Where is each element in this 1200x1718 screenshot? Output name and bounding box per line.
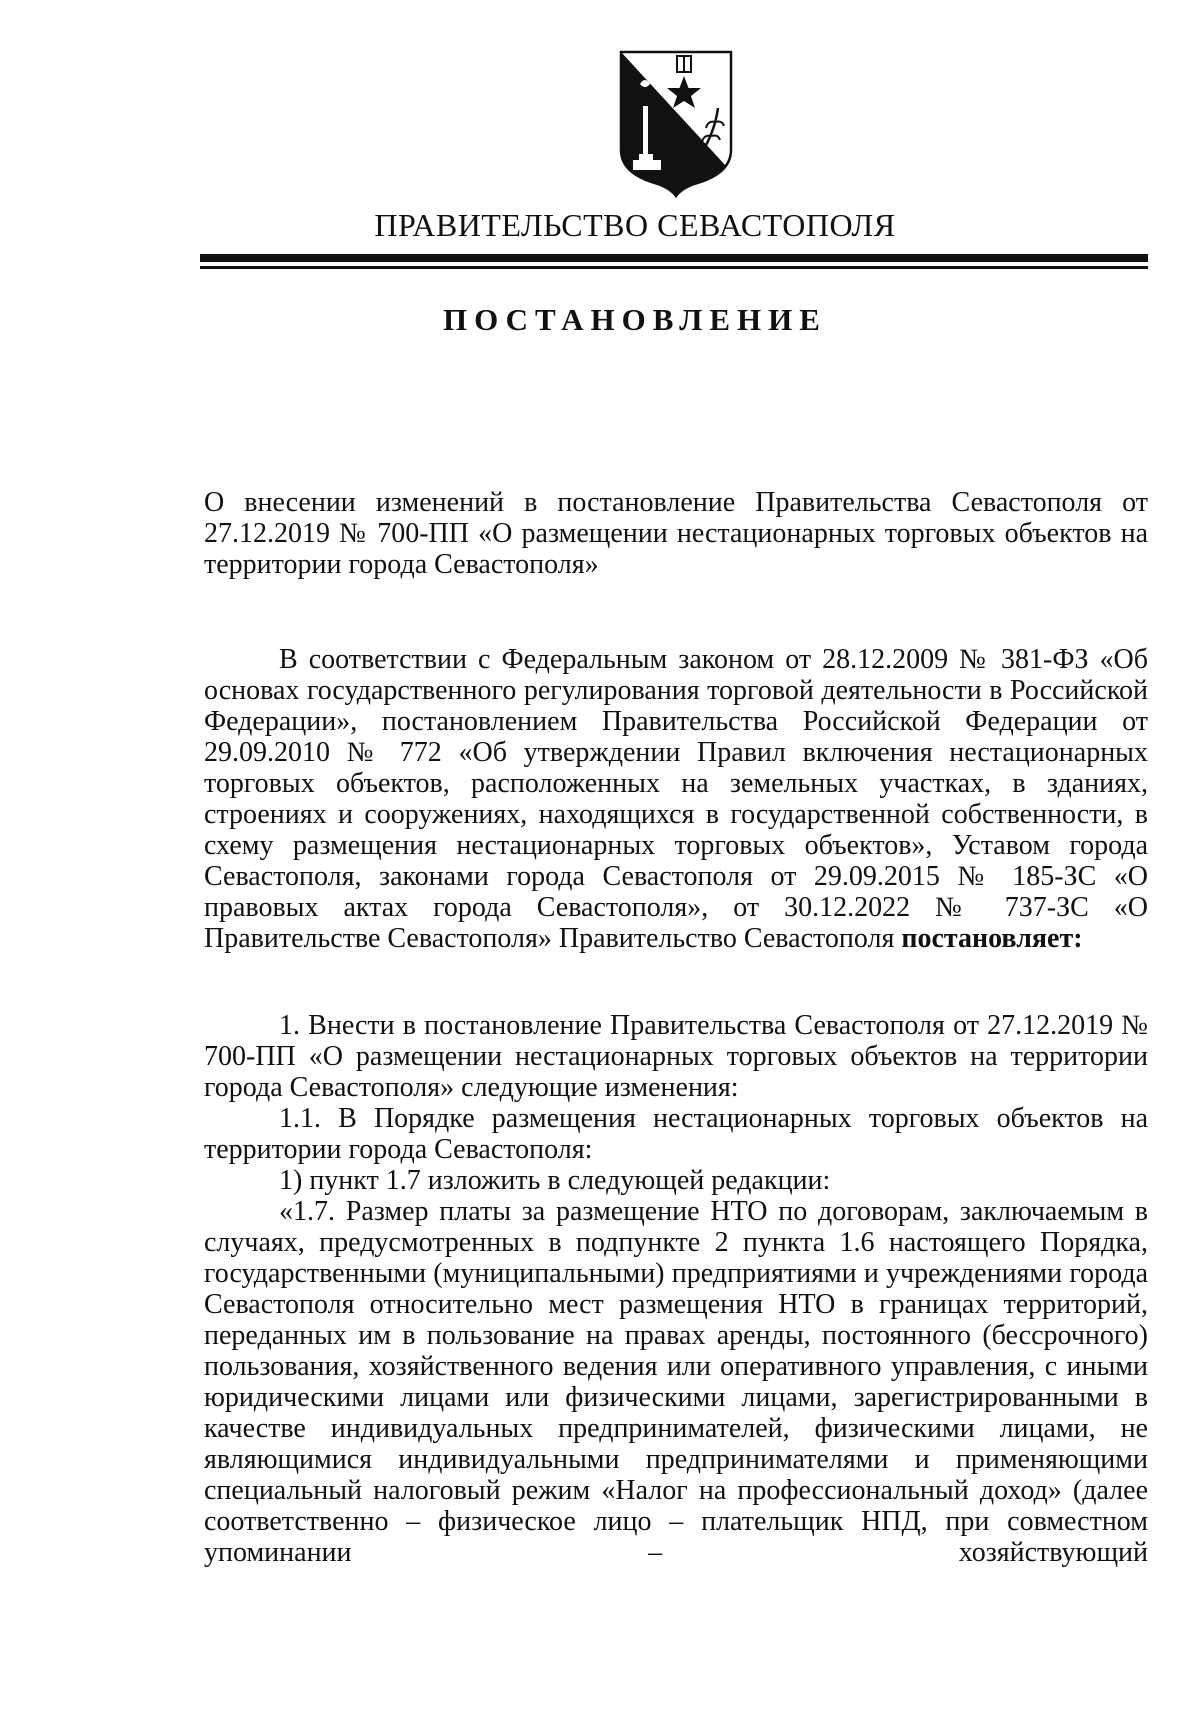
document-subject bbox=[204, 487, 1148, 580]
preamble bbox=[204, 644, 1148, 954]
sevastopol-coat-of-arms-icon bbox=[618, 46, 734, 198]
document-type-title: ПОСТАНОВЛЕНИЕ bbox=[443, 302, 827, 337]
item-1: 1. Внести в постановление Правительства Севастополя от 27.12.2019 № 700-ПП «О размещении нестационарных торговых объектов на территории города Севастополя» следующие изменения: bbox=[204, 1010, 1148, 1103]
preamble-paragraph bbox=[204, 644, 1148, 954]
header-divider bbox=[200, 254, 1148, 274]
subject-paragraph: О внесении изменений в постановление Правительства Севастополя от 27.12.2019 № 700-ПП «О размещении нестационарных торговых объектов на территории города Севастополя» bbox=[204, 487, 1148, 580]
item-1-1: 1.1. В Порядке размещения нестационарных торговых объектов на территории города Севастополя: bbox=[204, 1103, 1148, 1165]
preamble-text: В соответствии с Федеральным законом от 28.12.2009 № 381-ФЗ «Об основах государственного регулирования торговой деятельности в Российской Федерации», постановлением Правительства Российской Федерации от 29.09.2010 № 772 «Об утверждении Правил включения нестационарных торговых объектов, расположенных на земельных участках, в зданиях, строениях и сооружениях, находящихся в государственной собственности, в схему размещения нестационарных торговых объектов», Уставом города Севастополя, законами города Севастополя от 29.09.2015 № 185-ЗС «О правовых актах города Севастополя», от 30.12.2022 № 737-ЗС «О Правительстве Севастополя» Правительство Севастополя bbox=[204, 644, 1148, 954]
amendment-items bbox=[204, 1010, 1148, 1568]
item-1-1-subitem-1: 1) пункт 1.7 изложить в следующей редакции: bbox=[279, 1165, 831, 1196]
divider-thin-line bbox=[200, 266, 1148, 269]
decision-word: постановляет: bbox=[901, 923, 1083, 954]
government-title: ПРАВИТЕЛЬСТВО СЕВАСТОПОЛЯ bbox=[374, 207, 896, 243]
divider-thick-line bbox=[200, 254, 1148, 262]
item-1-7-new-text: «1.7. Размер платы за размещение НТО по договорам, заключаемым в случаях, предусмотренных в подпункте 2 пункта 1.6 настоящего Порядка, государственными (муниципальными) предприятиями и учреждениями города Севастополя относительно мест размещения НТО в границах территорий, переданных им в пользование на правах аренды, постоянного (бессрочного) пользования, хозяйственного ведения или оперативного управления, с иными юридическими лицами или физическими лицами, зарегистрированными в качестве индивидуальных предпринимателей, физическими лицами, не являющимися индивидуальными предпринимателями и применяющими специальный налоговый режим «Налог на профессиональный доход» (далее соответственно – физическое лицо – плательщик НПД, при совместном упоминании – хозяйствующий bbox=[204, 1196, 1148, 1568]
